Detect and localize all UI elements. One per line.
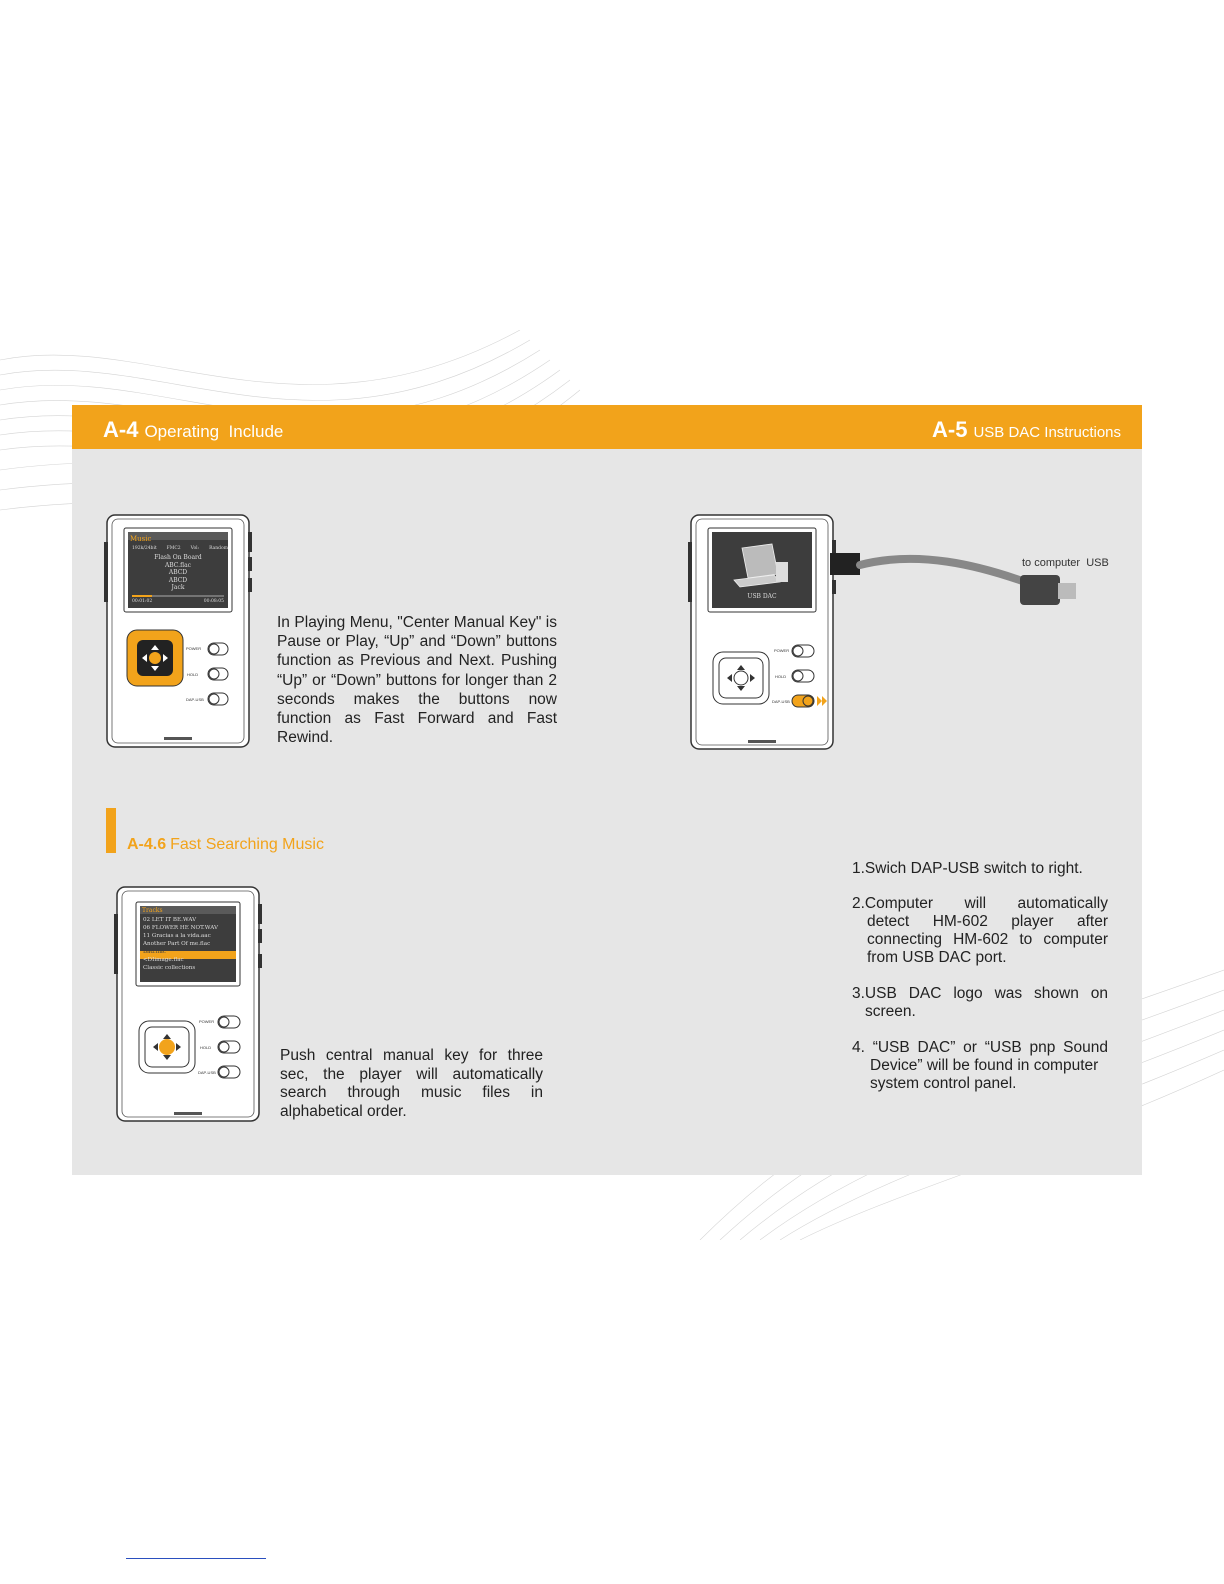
usb-step-1-text: 1.Swich DAP-USB switch to right. bbox=[852, 860, 1083, 877]
device2-track-item: Classic collections bbox=[143, 965, 196, 971]
device1-dapusb-label: DAP-USB bbox=[186, 697, 204, 702]
section-a4-heading bbox=[103, 417, 283, 443]
subsection-marker bbox=[106, 808, 116, 853]
device1-screen-times bbox=[132, 599, 224, 604]
usb-step-3-rest: screen. bbox=[865, 1003, 916, 1020]
device1-screen-line: ABC.flac bbox=[164, 561, 192, 569]
device2-hold-label: HOLD bbox=[200, 1045, 212, 1050]
device1-info-item: FMC2 bbox=[166, 546, 181, 551]
device3-power-label: POWER bbox=[774, 648, 790, 653]
device1-power-label: POWER bbox=[186, 646, 202, 651]
device1-time-elapsed: 00:01:02 bbox=[132, 599, 153, 604]
section-a5-heading bbox=[932, 417, 1121, 443]
device1-time-total: 00:08:05 bbox=[203, 599, 224, 604]
device2-track-list bbox=[143, 916, 235, 972]
usb-step-4 bbox=[852, 1039, 1108, 1093]
section-a4-title: Operating Include bbox=[144, 422, 284, 441]
usb-cable bbox=[828, 545, 1088, 615]
device3-screen-label: USB DAC bbox=[747, 593, 777, 600]
device1-info-item: 192k/24bit bbox=[132, 546, 157, 551]
section-a4-number: A-4 bbox=[103, 417, 139, 442]
device2-track-item: 02 LET IT BE.WAV bbox=[143, 917, 197, 923]
playing-menu-instructions: In Playing Menu, "Center Manual Key" is Pause or Play, “Up” and “Down” buttons function as Previous and Next. Pushing “Up” or “Down” buttons for longer than 2 seconds makes the buttons now function as Fast Forward and Fast Rewind. bbox=[277, 614, 557, 747]
device2-track-item: 06 FLOWER HE NOT.WAV bbox=[143, 925, 219, 931]
device2-track-item: 11 Gracias a la vida.aac bbox=[143, 933, 211, 939]
device1-screen-header: Music bbox=[130, 535, 152, 543]
fast-search-number: A-4.6 bbox=[127, 836, 167, 853]
device1-screen-line: Flash On Board bbox=[154, 554, 202, 561]
device1-screen-info bbox=[132, 546, 228, 551]
section-a5-title: USB DAC Instructions bbox=[973, 424, 1121, 441]
device2-dapusb-label: DAP-USB bbox=[198, 1070, 216, 1075]
usb-step-4-rest: Device” will be found in computer system control panel. bbox=[870, 1057, 1099, 1092]
usb-cable-label: to computer USB bbox=[1022, 557, 1109, 569]
usb-step-3 bbox=[852, 985, 1108, 1021]
device3-hold-label: HOLD bbox=[775, 674, 787, 679]
device2-screen-header: Tracks bbox=[142, 907, 163, 914]
device1-hold-label: HOLD bbox=[187, 672, 199, 677]
usb-step-2 bbox=[852, 895, 1108, 967]
usb-step-3-first-line: 3.USB DAC logo was shown on bbox=[852, 985, 1108, 1002]
device1-screen-line: ABCD bbox=[168, 576, 188, 584]
section-a5-number: A-5 bbox=[932, 417, 968, 442]
usb-step-1 bbox=[852, 860, 1108, 878]
device1-screen-line: ABCD bbox=[168, 569, 188, 576]
footnote-rule bbox=[126, 1558, 266, 1559]
device2-track-item: <DIimage.flac bbox=[143, 957, 184, 963]
device1-info-item: Random bbox=[209, 546, 228, 551]
device1-info-item: Vol: bbox=[190, 546, 200, 551]
player-device-usb-dac bbox=[688, 512, 838, 752]
fast-search-instructions: Push central manual key for three sec, the player will automatically search through music files in alphabetical order. bbox=[280, 1047, 543, 1120]
usb-step-4-first-line: 4. “USB DAC” or “USB pnp Sound bbox=[852, 1039, 1108, 1056]
device2-track-item-selected: Bad.flac bbox=[143, 949, 167, 955]
device2-power-label: POWER bbox=[199, 1019, 215, 1024]
device3-dapusb-label: DAP-USB bbox=[772, 699, 790, 704]
fast-search-heading bbox=[127, 836, 324, 854]
device1-screen-line: Jack bbox=[171, 584, 185, 591]
usb-step-2-first-line: 2.Computer will automatically bbox=[852, 895, 1108, 912]
device1-screen-list bbox=[130, 554, 226, 592]
usb-step-2-rest: detect HM-602 player after connecting HM-602 to computer from USB DAC port. bbox=[867, 913, 1108, 966]
device2-track-item: Another Part Of me.flac bbox=[143, 941, 211, 947]
fast-search-title: Fast Searching Music bbox=[170, 836, 324, 853]
